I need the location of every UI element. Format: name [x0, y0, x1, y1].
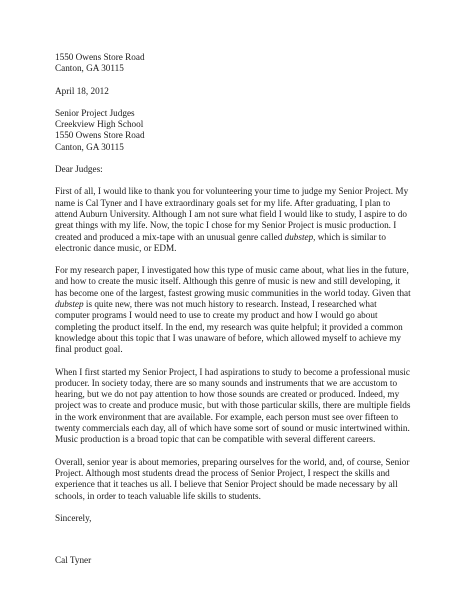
sender-address	[55, 52, 460, 75]
paragraph-line: First of all, I would like to thank you for volunteering your time to judge my Senior Project. My	[55, 186, 409, 197]
paragraph-text: created and produced a mix-tape with an unusual genre called	[55, 231, 285, 242]
recipient-street: 1550 Owens Store Road	[55, 130, 145, 141]
italic-term: dubstep	[55, 299, 84, 310]
paragraph-text: is quite new, there was not much history to research. Instead, I researched what	[83, 299, 377, 310]
paragraph-line: in the work environment that are available. For example, each person must see over fifteen to	[55, 411, 399, 422]
paragraph-line: experience that it teaches us all. I believe that Senior Project should be made necessary by all	[55, 479, 398, 490]
paragraph-line: project was to create and produce music, but with those particular skills, there are multiple fields	[55, 400, 411, 411]
paragraph-line: computer programs I would need to use to create my product and how I would go about	[55, 310, 378, 321]
paragraph-line: schools, in order to teach valuable life skills to students.	[55, 490, 261, 501]
recipient-city-state-zip: Canton, GA 30115	[55, 141, 124, 152]
recipient-address	[55, 108, 460, 153]
paragraph-line: great things with my life. Now, the topic I chose for my Senior Project is music production. I	[55, 220, 397, 231]
paragraph-line: and how to create the music itself. Although this genre of music is new and still developing, it	[55, 276, 401, 287]
paragraph-line: knowledge about this topic that I was unaware of before, which allowed myself to achieve my	[55, 332, 401, 343]
paragraph-line: name is Cal Tyner and I have extraordinary goals set for my life. After graduating, I plan to	[55, 197, 391, 208]
paragraph-3	[55, 367, 460, 446]
paragraph-line: Overall, senior year is about memories, preparing ourselves for the world, and, of course, Senior	[55, 456, 410, 467]
paragraph-line	[55, 232, 460, 243]
closing: Sincerely,	[55, 512, 92, 523]
paragraph-4	[55, 457, 460, 502]
letter-body	[55, 52, 460, 566]
paragraph-line: final product goal.	[55, 344, 123, 355]
italic-term: dubstep,	[284, 231, 316, 242]
recipient-school: Creekview High School	[55, 119, 144, 130]
sender-street: 1550 Owens Store Road	[55, 52, 145, 62]
paragraph-line: has become one of the largest, fastest growing music communities in the world today. Given that	[55, 287, 411, 298]
paragraph-line: attend Auburn University. Although I am not sure what field I would like to study, I aspire to do	[55, 208, 407, 219]
paragraph-line: electronic dance music, or EDM.	[55, 242, 177, 253]
paragraph-1	[55, 186, 460, 254]
paragraph-2	[55, 265, 460, 355]
paragraph-line	[55, 299, 460, 310]
paragraph-line: For my research paper, I investigated how this type of music came about, what lies in the future,	[55, 265, 409, 276]
letter-date: April 18, 2012	[55, 85, 109, 96]
paragraph-line: Project. Although most students dread the process of Senior Project, I respect the skills and	[55, 467, 390, 478]
paragraph-line: producer. In society today, there are so many sounds and instruments that we are accustom to	[55, 377, 398, 388]
signature-name: Cal Tyner	[55, 555, 92, 566]
paragraph-line: hearing, but we do not pay attention to how those sounds are created or produced. Indeed, my	[55, 389, 400, 400]
salutation: Dear Judges:	[55, 164, 103, 175]
recipient-name: Senior Project Judges	[55, 107, 135, 118]
paragraph-line: When I first started my Senior Project, I had aspirations to study to become a professional music	[55, 366, 410, 377]
paragraph-line: twenty commercials each day, all of which have some sort of sound or music intertwined within.	[55, 423, 410, 434]
paragraph-text: which is similar to	[315, 231, 386, 242]
paragraph-line: completing the product itself. In the end, my research was quite helpful; it provided a common	[55, 321, 403, 332]
sender-city-state-zip: Canton, GA 30115	[55, 63, 124, 74]
paragraph-line: Music production is a broad topic that can be compatible with several different careers.	[55, 434, 376, 445]
